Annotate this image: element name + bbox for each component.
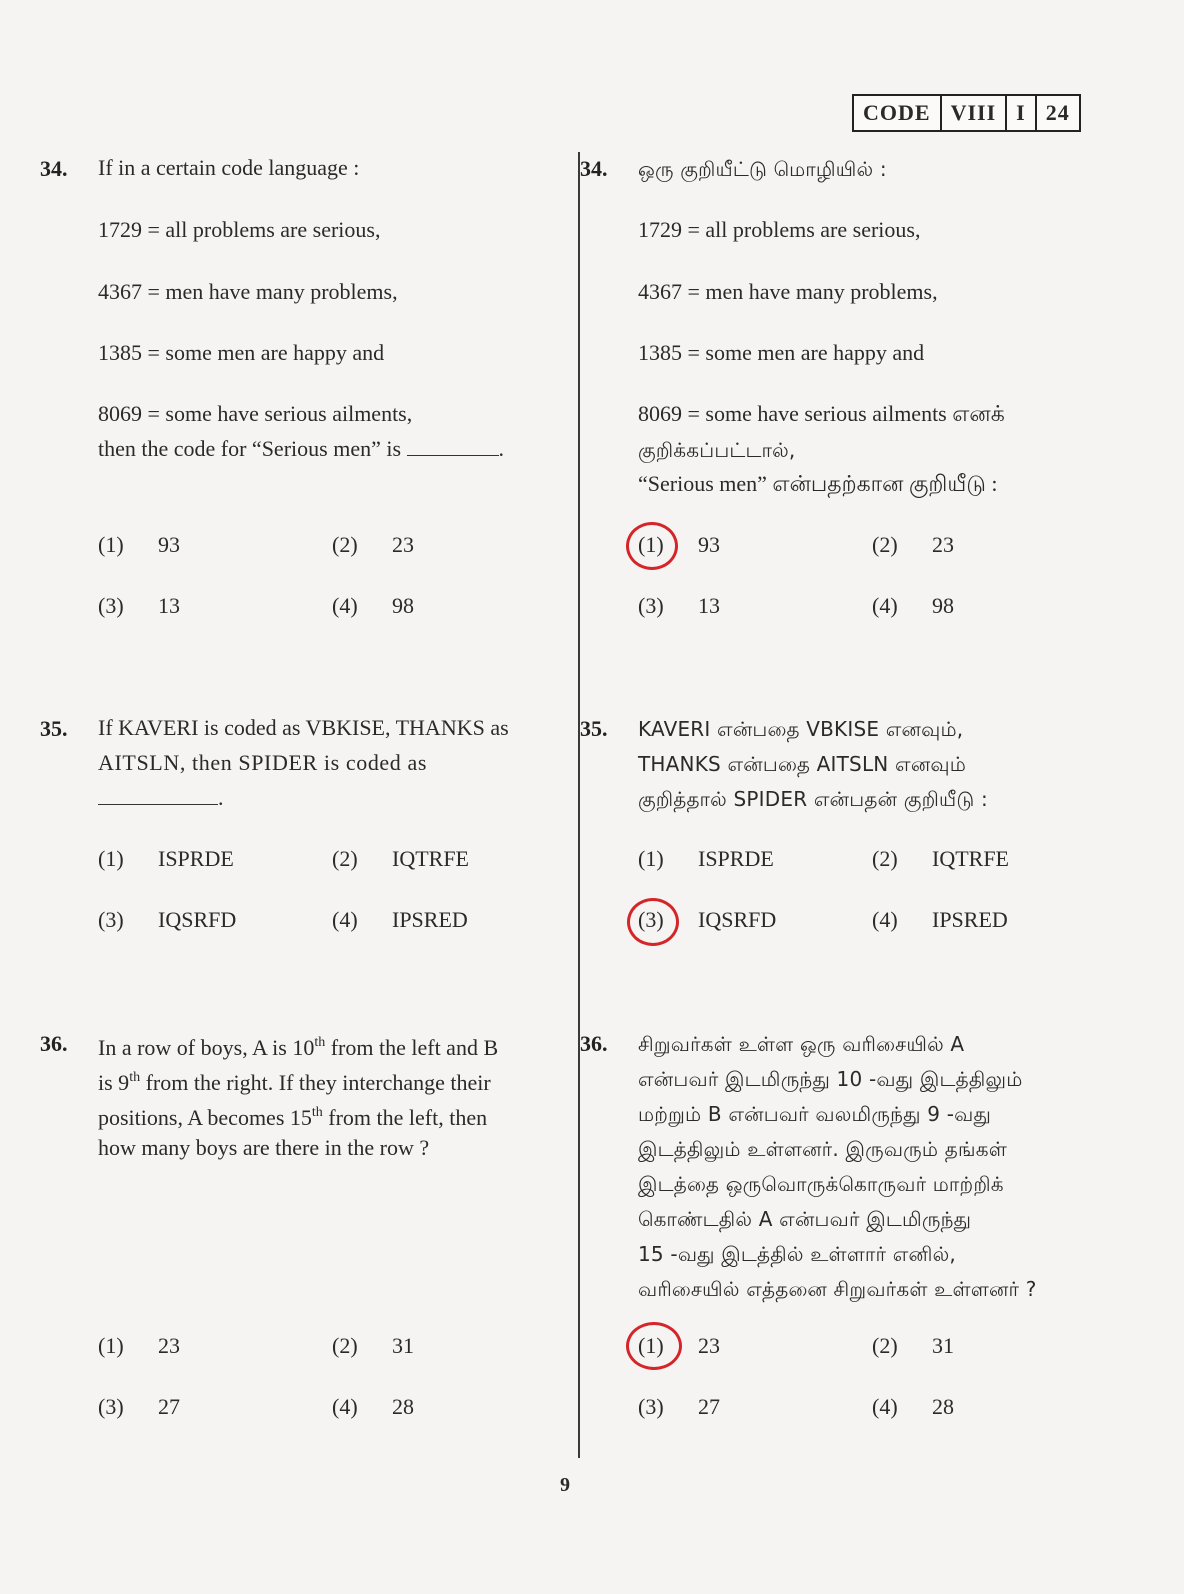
- option-number: (3): [98, 1394, 124, 1419]
- option[interactable]: [332, 1333, 414, 1359]
- option-number: (2): [332, 532, 358, 557]
- column-divider: [578, 152, 580, 1458]
- option[interactable]: [872, 846, 1009, 872]
- question-number: 36.: [40, 1031, 68, 1056]
- option-number: (3): [638, 1394, 664, 1419]
- question-line: In a row of boys, A is 10th from the left and B: [98, 1035, 499, 1060]
- option-text: IPSRED: [392, 907, 468, 932]
- option[interactable]: [98, 846, 234, 872]
- question-line: இடத்திலும் உள்ளனர். இருவரும் தங்கள்: [638, 1137, 1007, 1161]
- option[interactable]: [98, 1333, 180, 1359]
- option[interactable]: [872, 907, 1008, 933]
- option-text: 93: [698, 532, 720, 557]
- option-number: (4): [872, 1394, 898, 1419]
- question-line: இடத்தை ஒருவொருக்கொருவர் மாற்றிக்: [638, 1172, 1004, 1196]
- option-text: IPSRED: [932, 907, 1008, 932]
- question-line: சிறுவர்கள் உள்ள ஒரு வரிசையில் A: [638, 1032, 965, 1056]
- answer-blank: [407, 437, 499, 456]
- option-number: (1): [638, 846, 664, 871]
- option-number: (2): [872, 1333, 898, 1358]
- option-text: 98: [932, 593, 954, 618]
- question-line: குறித்தால் SPIDER என்பதன் குறியீடு :: [638, 787, 988, 811]
- question-line: AITSLN, then SPIDER is coded as: [98, 750, 428, 775]
- option-text: IQTRFE: [392, 846, 469, 871]
- option-text: 23: [932, 532, 954, 557]
- option-number: (2): [332, 846, 358, 871]
- question-line: KAVERI என்பதை VBKISE எனவும்,: [638, 717, 964, 741]
- option-text: 13: [158, 593, 180, 618]
- option-number: (1): [98, 1333, 124, 1358]
- option[interactable]: [872, 593, 954, 619]
- question-line: 4367 = men have many problems,: [98, 279, 398, 304]
- option-number: (3): [98, 593, 124, 618]
- question-stem: If in a certain code language :: [98, 155, 360, 180]
- question-line: 1729 = all problems are serious,: [98, 217, 381, 242]
- question-line: positions, A becomes 15th from the left, then: [98, 1105, 488, 1130]
- question-line: 15 -வது இடத்தில் உள்ளார் எனில்,: [638, 1242, 956, 1266]
- option[interactable]: [332, 532, 414, 558]
- option-text: ISPRDE: [698, 846, 774, 871]
- option[interactable]: [98, 532, 180, 558]
- option[interactable]: [872, 532, 954, 558]
- question-line: குறிக்கப்பட்டால்,: [638, 438, 796, 462]
- question-line: கொண்டதில் A என்பவர் இடமிருந்து: [638, 1207, 972, 1231]
- option-text: IQSRFD: [158, 907, 237, 932]
- option-text: 23: [392, 532, 414, 557]
- option-text: 28: [932, 1394, 954, 1419]
- option-text: ISPRDE: [158, 846, 234, 871]
- option[interactable]: [872, 1333, 954, 1359]
- option[interactable]: [98, 907, 236, 933]
- question-number: 34.: [580, 156, 608, 181]
- option-number: (3): [98, 907, 124, 932]
- option-number: (2): [872, 532, 898, 557]
- option-text: 27: [158, 1394, 180, 1419]
- question-stem: ஒரு குறியீட்டு மொழியில் :: [638, 157, 887, 181]
- option[interactable]: [872, 1394, 954, 1420]
- question-line: வரிசையில் எத்தனை சிறுவர்கள் உள்ளனர் ?: [638, 1277, 1037, 1301]
- option-text: 31: [392, 1333, 414, 1358]
- question-line: என்பவர் இடமிருந்து 10 -வது இடத்திலும்: [638, 1067, 1023, 1091]
- option-number: (1): [98, 532, 124, 557]
- option-text: 23: [158, 1333, 180, 1358]
- question-line: 8069 = some have serious ailments எனக்: [638, 401, 1005, 426]
- question-line: THANKS என்பதை AITSLN எனவும்: [638, 752, 967, 776]
- option[interactable]: [638, 1394, 720, 1420]
- option[interactable]: [332, 907, 468, 933]
- option[interactable]: [332, 1394, 414, 1420]
- option-selected[interactable]: [638, 1333, 720, 1359]
- question-line: 1385 = some men are happy and: [98, 340, 385, 365]
- option-number: (4): [332, 907, 358, 932]
- option-text: 31: [932, 1333, 954, 1358]
- option[interactable]: [98, 593, 180, 619]
- option[interactable]: [332, 846, 469, 872]
- question-line: 8069 = some have serious ailments,: [98, 401, 413, 426]
- option-number: (1): [638, 532, 664, 557]
- option-text: IQSRFD: [698, 907, 777, 932]
- option-number: (4): [872, 907, 898, 932]
- code-cell-label: CODE: [854, 96, 942, 130]
- answer-blank: [98, 786, 218, 805]
- question-line: 4367 = men have many problems,: [638, 279, 938, 304]
- option-number: (2): [332, 1333, 358, 1358]
- option-selected[interactable]: [638, 532, 720, 558]
- option-number: (4): [872, 593, 898, 618]
- code-cell-number: 24: [1045, 100, 1070, 125]
- option-selected[interactable]: [638, 907, 776, 933]
- option-text: 13: [698, 593, 720, 618]
- option-number: (1): [638, 1333, 664, 1358]
- option-text: 98: [392, 593, 414, 618]
- option-number: (3): [638, 907, 664, 932]
- option-text: 28: [392, 1394, 414, 1419]
- option-number: (1): [98, 846, 124, 871]
- option-number: (4): [332, 1394, 358, 1419]
- question-line: is 9th from the right. If they interchange their: [98, 1070, 491, 1095]
- option-number: (2): [872, 846, 898, 871]
- page-number: 9: [560, 1474, 570, 1496]
- option-text: 27: [698, 1394, 720, 1419]
- code-box: [852, 94, 1081, 132]
- option-text: 93: [158, 532, 180, 557]
- question-number: 35.: [580, 716, 608, 741]
- question-tail: then the code for “Serious men” is: [98, 436, 402, 461]
- option[interactable]: [332, 593, 414, 619]
- question-line: how many boys are there in the row ?: [98, 1135, 430, 1160]
- option-text: IQTRFE: [932, 846, 1009, 871]
- code-cell-part: I: [1007, 96, 1037, 130]
- question-line: மற்றும் B என்பவர் வலமிருந்து 9 -வது: [638, 1102, 992, 1126]
- question-line: then the code for “Serious men” is .: [98, 436, 505, 461]
- question-tail: “Serious men” என்பதற்கான குறியீடு :: [638, 471, 998, 496]
- option[interactable]: [638, 846, 774, 872]
- option-number: (3): [638, 593, 664, 618]
- question-number: 34.: [40, 156, 68, 181]
- question-line: 1729 = all problems are serious,: [638, 217, 921, 242]
- question-number: 36.: [580, 1031, 608, 1056]
- question-line: 1385 = some men are happy and: [638, 340, 925, 365]
- option[interactable]: [98, 1394, 180, 1420]
- code-cell-series: VIII: [942, 96, 1008, 130]
- option-text: 23: [698, 1333, 720, 1358]
- option[interactable]: [638, 593, 720, 619]
- question-line: .: [98, 784, 224, 812]
- option-number: (4): [332, 593, 358, 618]
- question-number: 35.: [40, 716, 68, 741]
- question-line: If KAVERI is coded as VBKISE, THANKS as: [98, 715, 509, 740]
